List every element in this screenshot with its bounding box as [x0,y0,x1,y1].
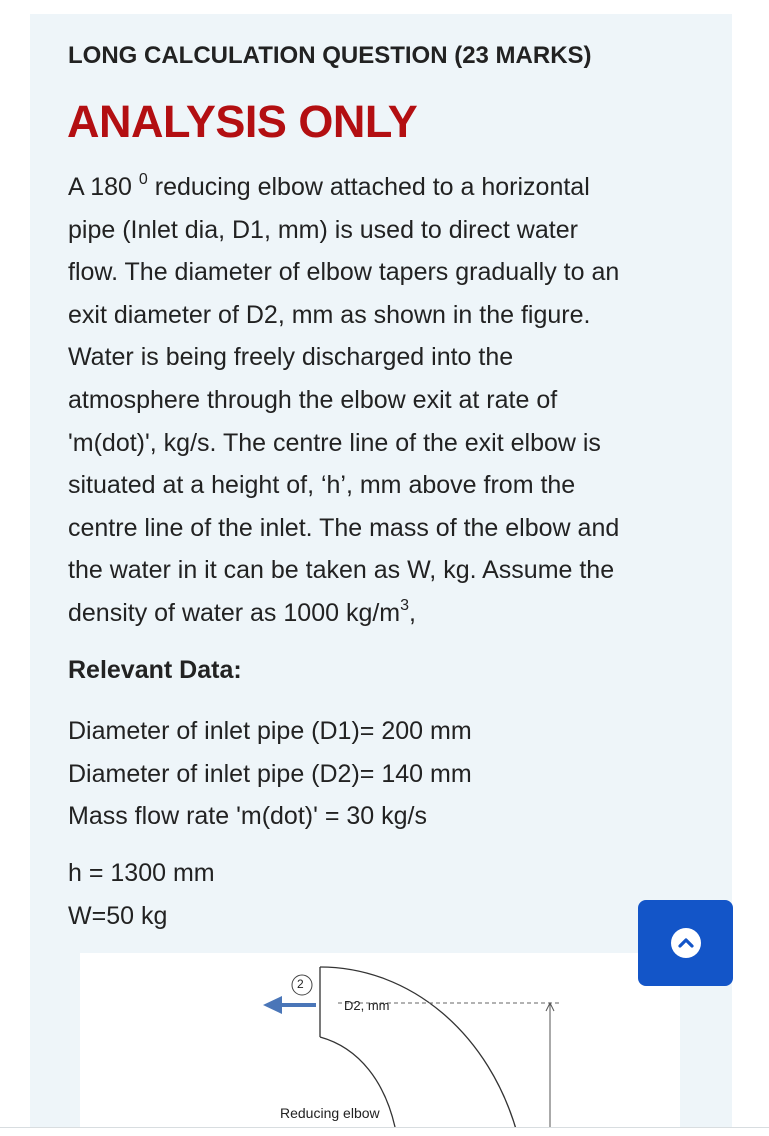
paragraph-line: situated at a height of, ‘h’, mm above from the [68,471,576,500]
cubed-superscript: 3 [400,596,410,614]
elbow-diagram [80,953,680,1136]
paragraph-line: exit diameter of D2, mm as shown in the figure. [68,300,591,329]
paragraph-line: centre line of the inlet. The mass of the elbow and [68,513,620,542]
data-line-w: W=50 kg [68,901,168,930]
reducing-elbow-label: Reducing elbow [280,1105,380,1121]
data-line-d1: Diameter of inlet pipe (D1)= 200 mm [68,717,472,745]
paragraph-line: flow. The diameter of elbow tapers gradually to an [68,258,620,287]
question-paragraph [68,166,708,635]
paragraph-line: 'm(dot)', kg/s. The centre line of the exit elbow is [68,428,601,457]
relevant-data-list [68,710,472,838]
exit-number-label: 2 [297,977,304,991]
scroll-to-top-button[interactable] [638,900,733,986]
d2-label: D2, mm [344,998,390,1013]
relevant-data-heading: Relevant Data: [68,656,242,684]
question-header: LONG CALCULATION QUESTION (23 MARKS) [68,42,592,69]
elbow-figure [80,953,680,1136]
question-subheader: ANALYSIS ONLY [67,96,418,147]
data-line-mass-flow: Mass flow rate 'm(dot)' = 30 kg/s [68,802,427,831]
paragraph-line-text: A 180 [68,173,139,201]
paragraph-line: pipe (Inlet dia, D1, mm) is used to direct water [68,215,578,244]
paragraph-line [68,166,708,209]
scroll-button-circle [671,928,701,958]
bottom-bar [0,1128,769,1136]
chevron-up-icon [677,934,695,952]
paragraph-line: atmosphere through the elbow exit at rate of [68,385,558,414]
flow-arrow-icon [263,996,282,1014]
top-strip [30,0,732,14]
data-line-d2: Diameter of inlet pipe (D2)= 140 mm [68,759,472,788]
relevant-data-list-2 [68,852,215,937]
paragraph-line [68,592,708,635]
data-line-h: h = 1300 mm [68,859,215,887]
paragraph-line-text: density of water as 1000 kg/m [68,598,401,627]
paragraph-line: Water is being freely discharged into the [68,343,514,372]
paragraph-line: the water in it can be taken as W, kg. Assume the [68,556,615,585]
paragraph-line-text: , [409,598,416,627]
paragraph-line-text: reducing elbow attached to a horizontal [147,173,590,201]
degree-superscript: 0 [138,170,148,188]
